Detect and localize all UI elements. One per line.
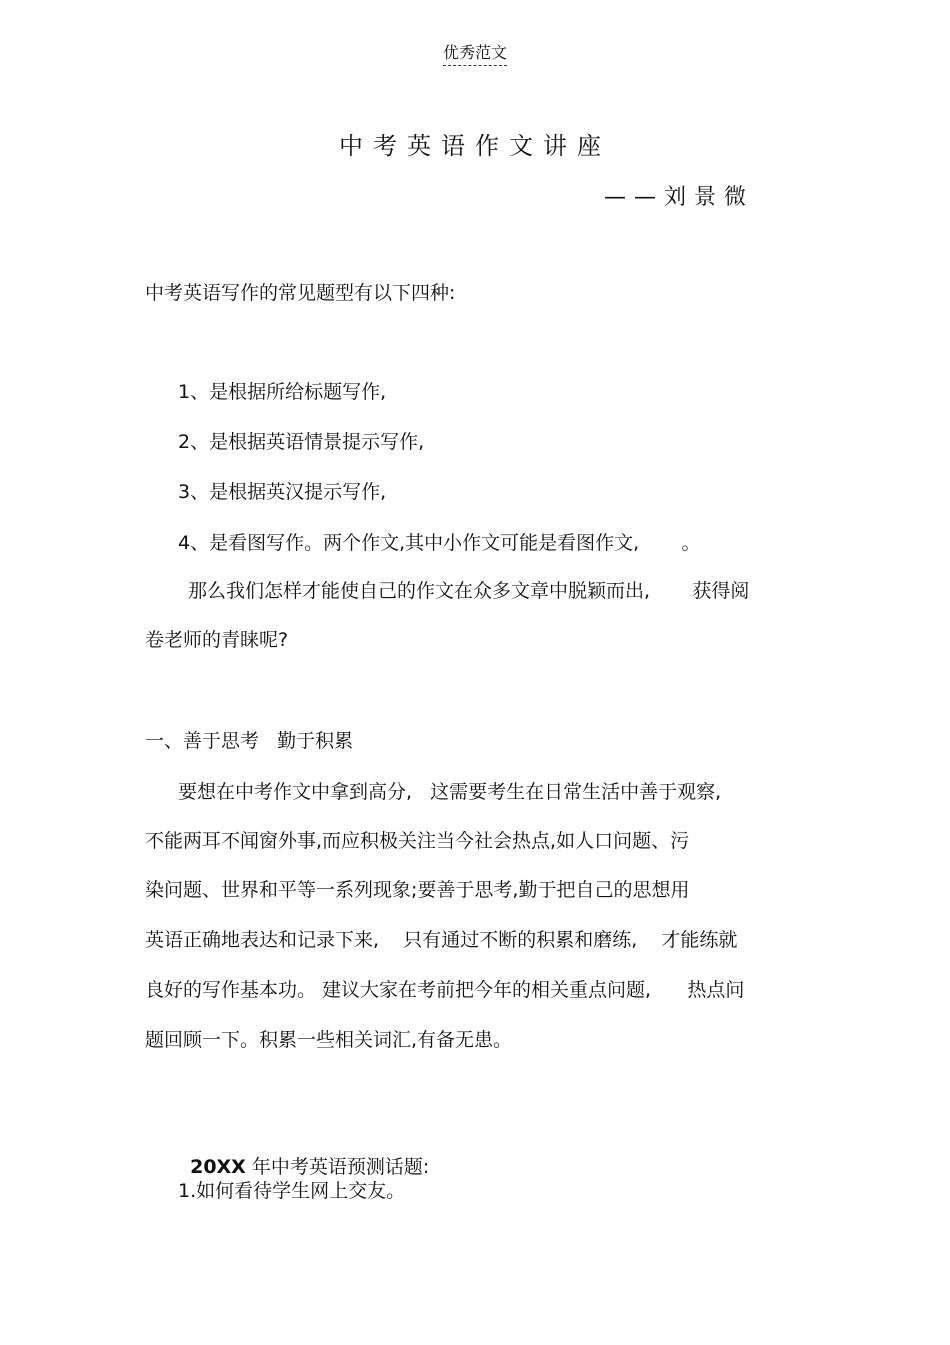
section-heading: 一、善于思考 勤于积累 xyxy=(145,730,354,752)
section-line-2: 不能两耳不闻窗外事,而应积极关注当今社会热点,如人口问题、污 xyxy=(145,830,690,852)
section-line-5: 良好的写作基本功。 建议大家在考前把今年的相关重点问题, 热点问 xyxy=(145,979,745,1001)
forecast-heading xyxy=(178,1128,429,1180)
question-line-2: 卷老师的青睐呢? xyxy=(145,629,289,651)
question-line-1: 那么我们怎样才能使自己的作文在众多文章中脱颖而出, 获得阅 xyxy=(188,580,750,602)
intro-paragraph: 中考英语写作的常见题型有以下四种: xyxy=(145,282,456,304)
section-line-1: 要想在中考作文中拿到高分, 这需要考生在日常生活中善于观察, xyxy=(178,781,722,803)
list-item-type-4: 4、是看图写作。两个作文,其中小作文可能是看图作文, 。 xyxy=(178,532,701,554)
page-header xyxy=(0,40,950,66)
list-item-type-3: 3、是根据英汉提示写作, xyxy=(178,481,387,503)
forecast-year: 20XX xyxy=(190,1156,246,1178)
forecast-item-1: 1.如何看待学生网上交友。 xyxy=(178,1180,406,1202)
document-title: 中考英语作文讲座 xyxy=(339,132,611,160)
document-author: ——刘景微 xyxy=(604,185,755,210)
list-item-type-2: 2、是根据英语情景提示写作, xyxy=(178,431,425,453)
section-line-4: 英语正确地表达和记录下来, 只有通过不断的积累和磨练, 才能练就 xyxy=(145,929,738,951)
list-item-type-1: 1、是根据所给标题写作, xyxy=(178,381,387,403)
section-line-6: 题回顾一下。积累一些相关词汇,有备无患。 xyxy=(145,1029,513,1051)
section-line-3: 染问题、世界和平等一系列现象;要善于思考,勤于把自己的思想用 xyxy=(145,879,690,901)
header-text: 优秀范文 xyxy=(443,40,507,66)
forecast-label: 年中考英语预测话题: xyxy=(245,1156,430,1178)
